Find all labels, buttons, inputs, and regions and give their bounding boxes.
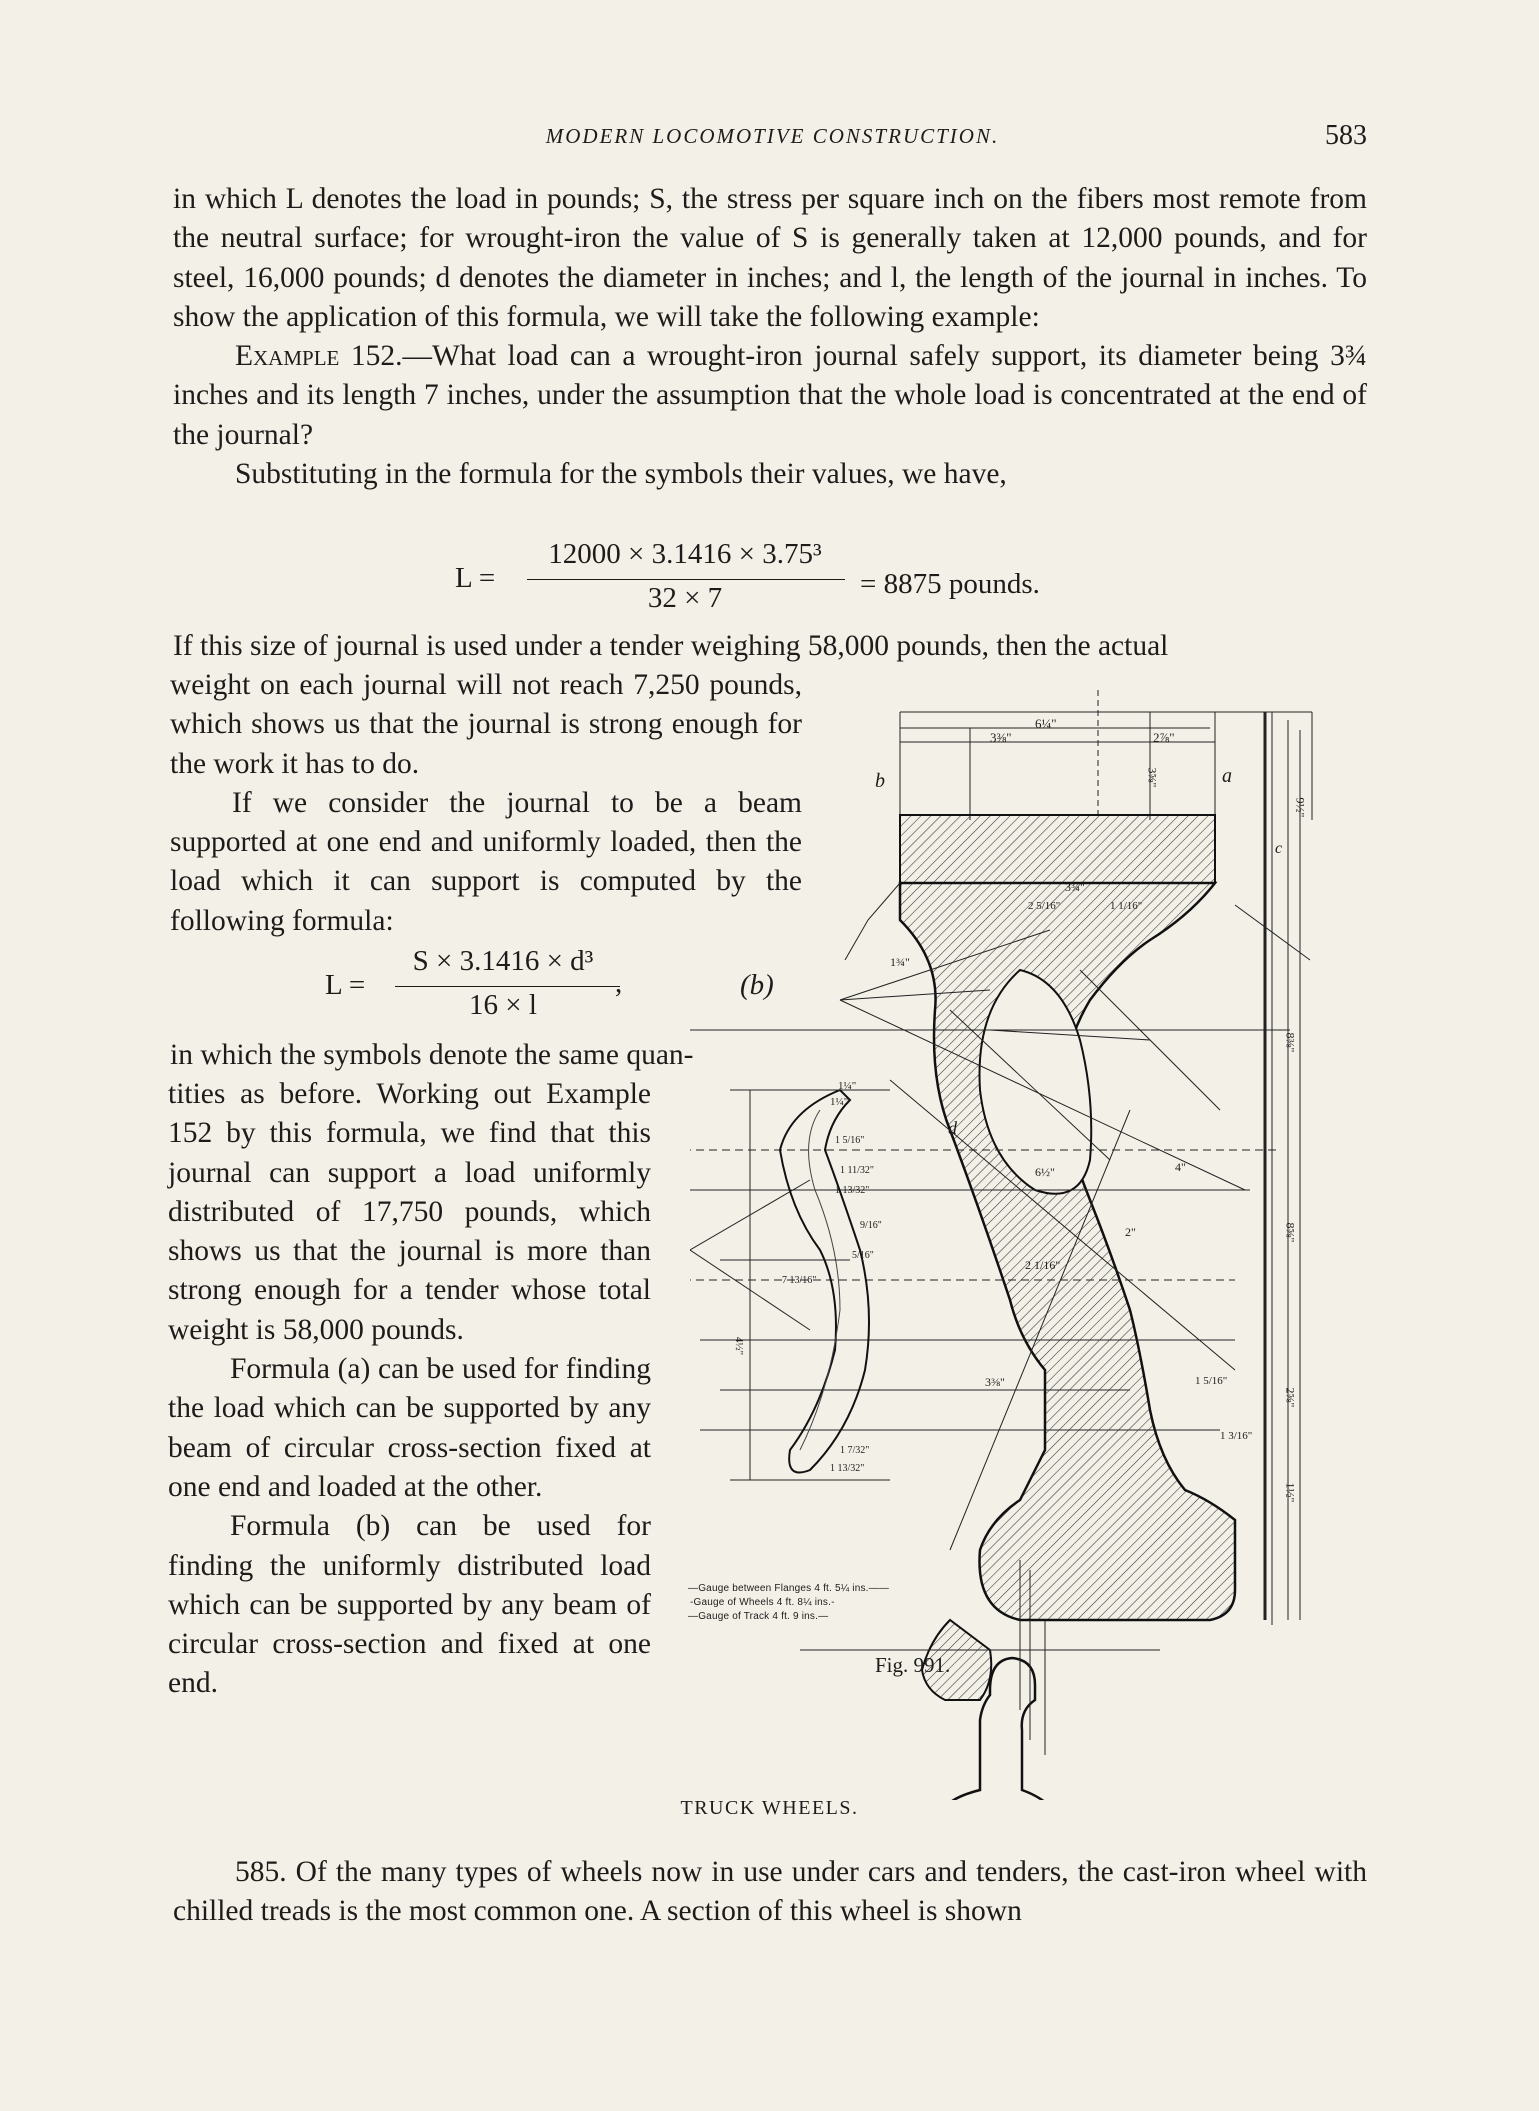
formula2-tag: (b): [740, 969, 774, 1001]
text-block-top: [173, 180, 1367, 494]
example-text: 152.—What load can a wrought-iron journal safely support, its diameter being 3¾ inches and its length 7 inches, under the assumption that the whole load is concentrated at the end of the journal?: [173, 340, 1367, 451]
dim-4: 4": [1175, 1160, 1186, 1174]
formula1-fraction-bar: [527, 579, 845, 580]
paragraph-substituting: Substituting in the formula for the symbols their values, we have,: [235, 458, 1007, 491]
formula2-comma: ,: [615, 967, 623, 999]
gauge-of-track: —Gauge of Track 4 ft. 9 ins.—: [688, 1611, 829, 1622]
text-block-narrower: [168, 1075, 651, 1704]
dim-journal-1-1-4-a: 1¼": [838, 1080, 857, 1092]
dim-2-1-16: 2 1/16": [1025, 1258, 1061, 1272]
fig-letter-a: a: [1222, 765, 1232, 787]
fig-letter-c: c: [1275, 840, 1283, 857]
dim-1-1-2: 1½": [1283, 1482, 1298, 1503]
dim-6-1-2: 6½": [1035, 1165, 1055, 1179]
page-header: [170, 120, 1375, 160]
dim-journal-5-16: 5/16": [852, 1250, 874, 1261]
section-heading: TRUCK WHEELS.: [680, 1797, 859, 1819]
formula2-lhs: L =: [325, 969, 366, 1001]
fig-letter-d: d: [948, 1118, 957, 1138]
fig-letter-b: b: [875, 770, 885, 792]
dim-3-3-8-top: 3⅜": [990, 730, 1012, 745]
formula1-denominator: 32 × 7: [647, 582, 723, 614]
formula1-lhs: L =: [455, 562, 496, 594]
wheel-section-hatched: [900, 883, 1235, 1620]
dim-1-5-16-bottom: 1 5/16": [1195, 1375, 1228, 1387]
dim-journal-1-13-32: 1 13/32": [835, 1185, 870, 1196]
page-number: 583: [1325, 120, 1367, 151]
dim-9-1-2: 9½": [1293, 797, 1308, 818]
formula2-numerator: S × 3.1416 × d³: [412, 945, 594, 977]
dim-6-1-4: 6¼": [1035, 716, 1057, 731]
paragraph-example: [173, 337, 1367, 455]
dim-1-3-4-left: 1¾": [890, 955, 910, 969]
dim-2: 2": [1125, 1225, 1136, 1239]
figure-caption: Fig. 991.: [875, 1653, 951, 1677]
dim-2-5-8: 2⅝": [1283, 1387, 1298, 1408]
example-label: Example: [235, 340, 340, 373]
dim-1-1-16: 1 1/16": [1110, 900, 1143, 912]
formula2-fraction-bar: [395, 986, 620, 987]
paragraph-formula-b: Formula (b) can be used for finding the uniformly distributed load which can be supported by any beam of circular cross-section and fixed at one end.: [168, 1510, 651, 1700]
text-block-bottom: [173, 1853, 1367, 1932]
formula2-denominator: 16 × l: [469, 989, 537, 1021]
dim-journal-4-1-2: 4½": [733, 1336, 746, 1356]
paragraph-beam: If we consider the journal to be a beam supported at one end and uniformly loaded, then the load which it can support is computed by the following formula:: [170, 786, 802, 937]
dim-8-3-8: 8⅜": [1283, 1032, 1298, 1053]
dim-1-3-16-bottom: 1 3/16": [1220, 1430, 1253, 1442]
gauge-of-wheels: -Gauge of Wheels 4 ft. 8¼ ins.-: [690, 1597, 835, 1608]
dim-journal-1-13-32-b: 1 13/32": [830, 1463, 865, 1474]
formula-concentrated-load: [455, 538, 1095, 618]
text-line-tender: [173, 627, 1367, 666]
dim-journal-9-16: 9/16": [860, 1220, 882, 1231]
dim-2-7-8: 2⅞": [1153, 730, 1175, 745]
paragraph-formula-a: Formula (a) can be used for finding the load which can be supported by any beam of circular cross-section fixed at one end and loaded at the other.: [168, 1353, 651, 1503]
paragraph-symbols-line1: in which the symbols denote the same quan-: [170, 1039, 694, 1071]
dim-journal-1-7-32: 1 7/32": [840, 1445, 870, 1456]
dim-journal-7-13-16: 7 13/16": [782, 1275, 817, 1286]
dim-3-3-8-mid: 3⅜": [985, 1375, 1005, 1389]
dim-journal-1-1-4-b: 1¼": [830, 1096, 849, 1108]
dim-8-5-8: 8⅝": [1283, 1222, 1298, 1243]
gauge-between-flanges: —Gauge between Flanges 4 ft. 5¼ ins.——: [688, 1583, 890, 1594]
dim-3-5-8-vertical: 3⅝": [1145, 767, 1160, 788]
dim-3-3-4-hub: 3¾": [1065, 880, 1085, 894]
figure-991-wheel-section: [690, 690, 1380, 1800]
paragraph-tender-end: weight on each journal will not reach 7,250 pounds, which shows us that the journal is strong enough for the work it has to do.: [170, 669, 802, 780]
dim-journal-1-11-32: 1 11/32": [840, 1165, 874, 1176]
dim-2-5-16: 2 5/16": [1028, 900, 1061, 912]
paragraph-tender-start: If this size of journal is used under a tender weighing 58,000 pounds, then the actual: [173, 630, 1169, 662]
paragraph-585: 585. Of the many types of wheels now in use under cars and tenders, the cast-iron wheel with chilled treads is the most common one. A section of this wheel is shown: [173, 1856, 1367, 1928]
formula1-numerator: 12000 × 3.1416 × 3.75³: [548, 538, 822, 570]
formula1-result: = 8875 pounds.: [860, 568, 1040, 600]
paragraph-symbols-rest: tities as before. Working out Example 152 by this formula, we find that this journal can support a load uniformly distributed of 17,750 pounds, which shows us that the journal is more than strong enough for a tender whose total weight is 58,000 pounds.: [168, 1078, 651, 1346]
paragraph-definitions: in which L denotes the load in pounds; S, the stress per square inch on the fibers most remote from the neutral surface; for wrought-iron the value of S is generally taken at 12,000 pounds, and for steel, 16,000 pounds; d denotes the diameter in inches; and l, the length of the journal in inches. To show the application of this formula, we will take the following example:: [173, 183, 1367, 333]
dim-journal-1-5-16: 1 5/16": [835, 1135, 865, 1146]
running-head: MODERN LOCOMOTIVE CONSTRUCTION.: [545, 124, 1000, 148]
